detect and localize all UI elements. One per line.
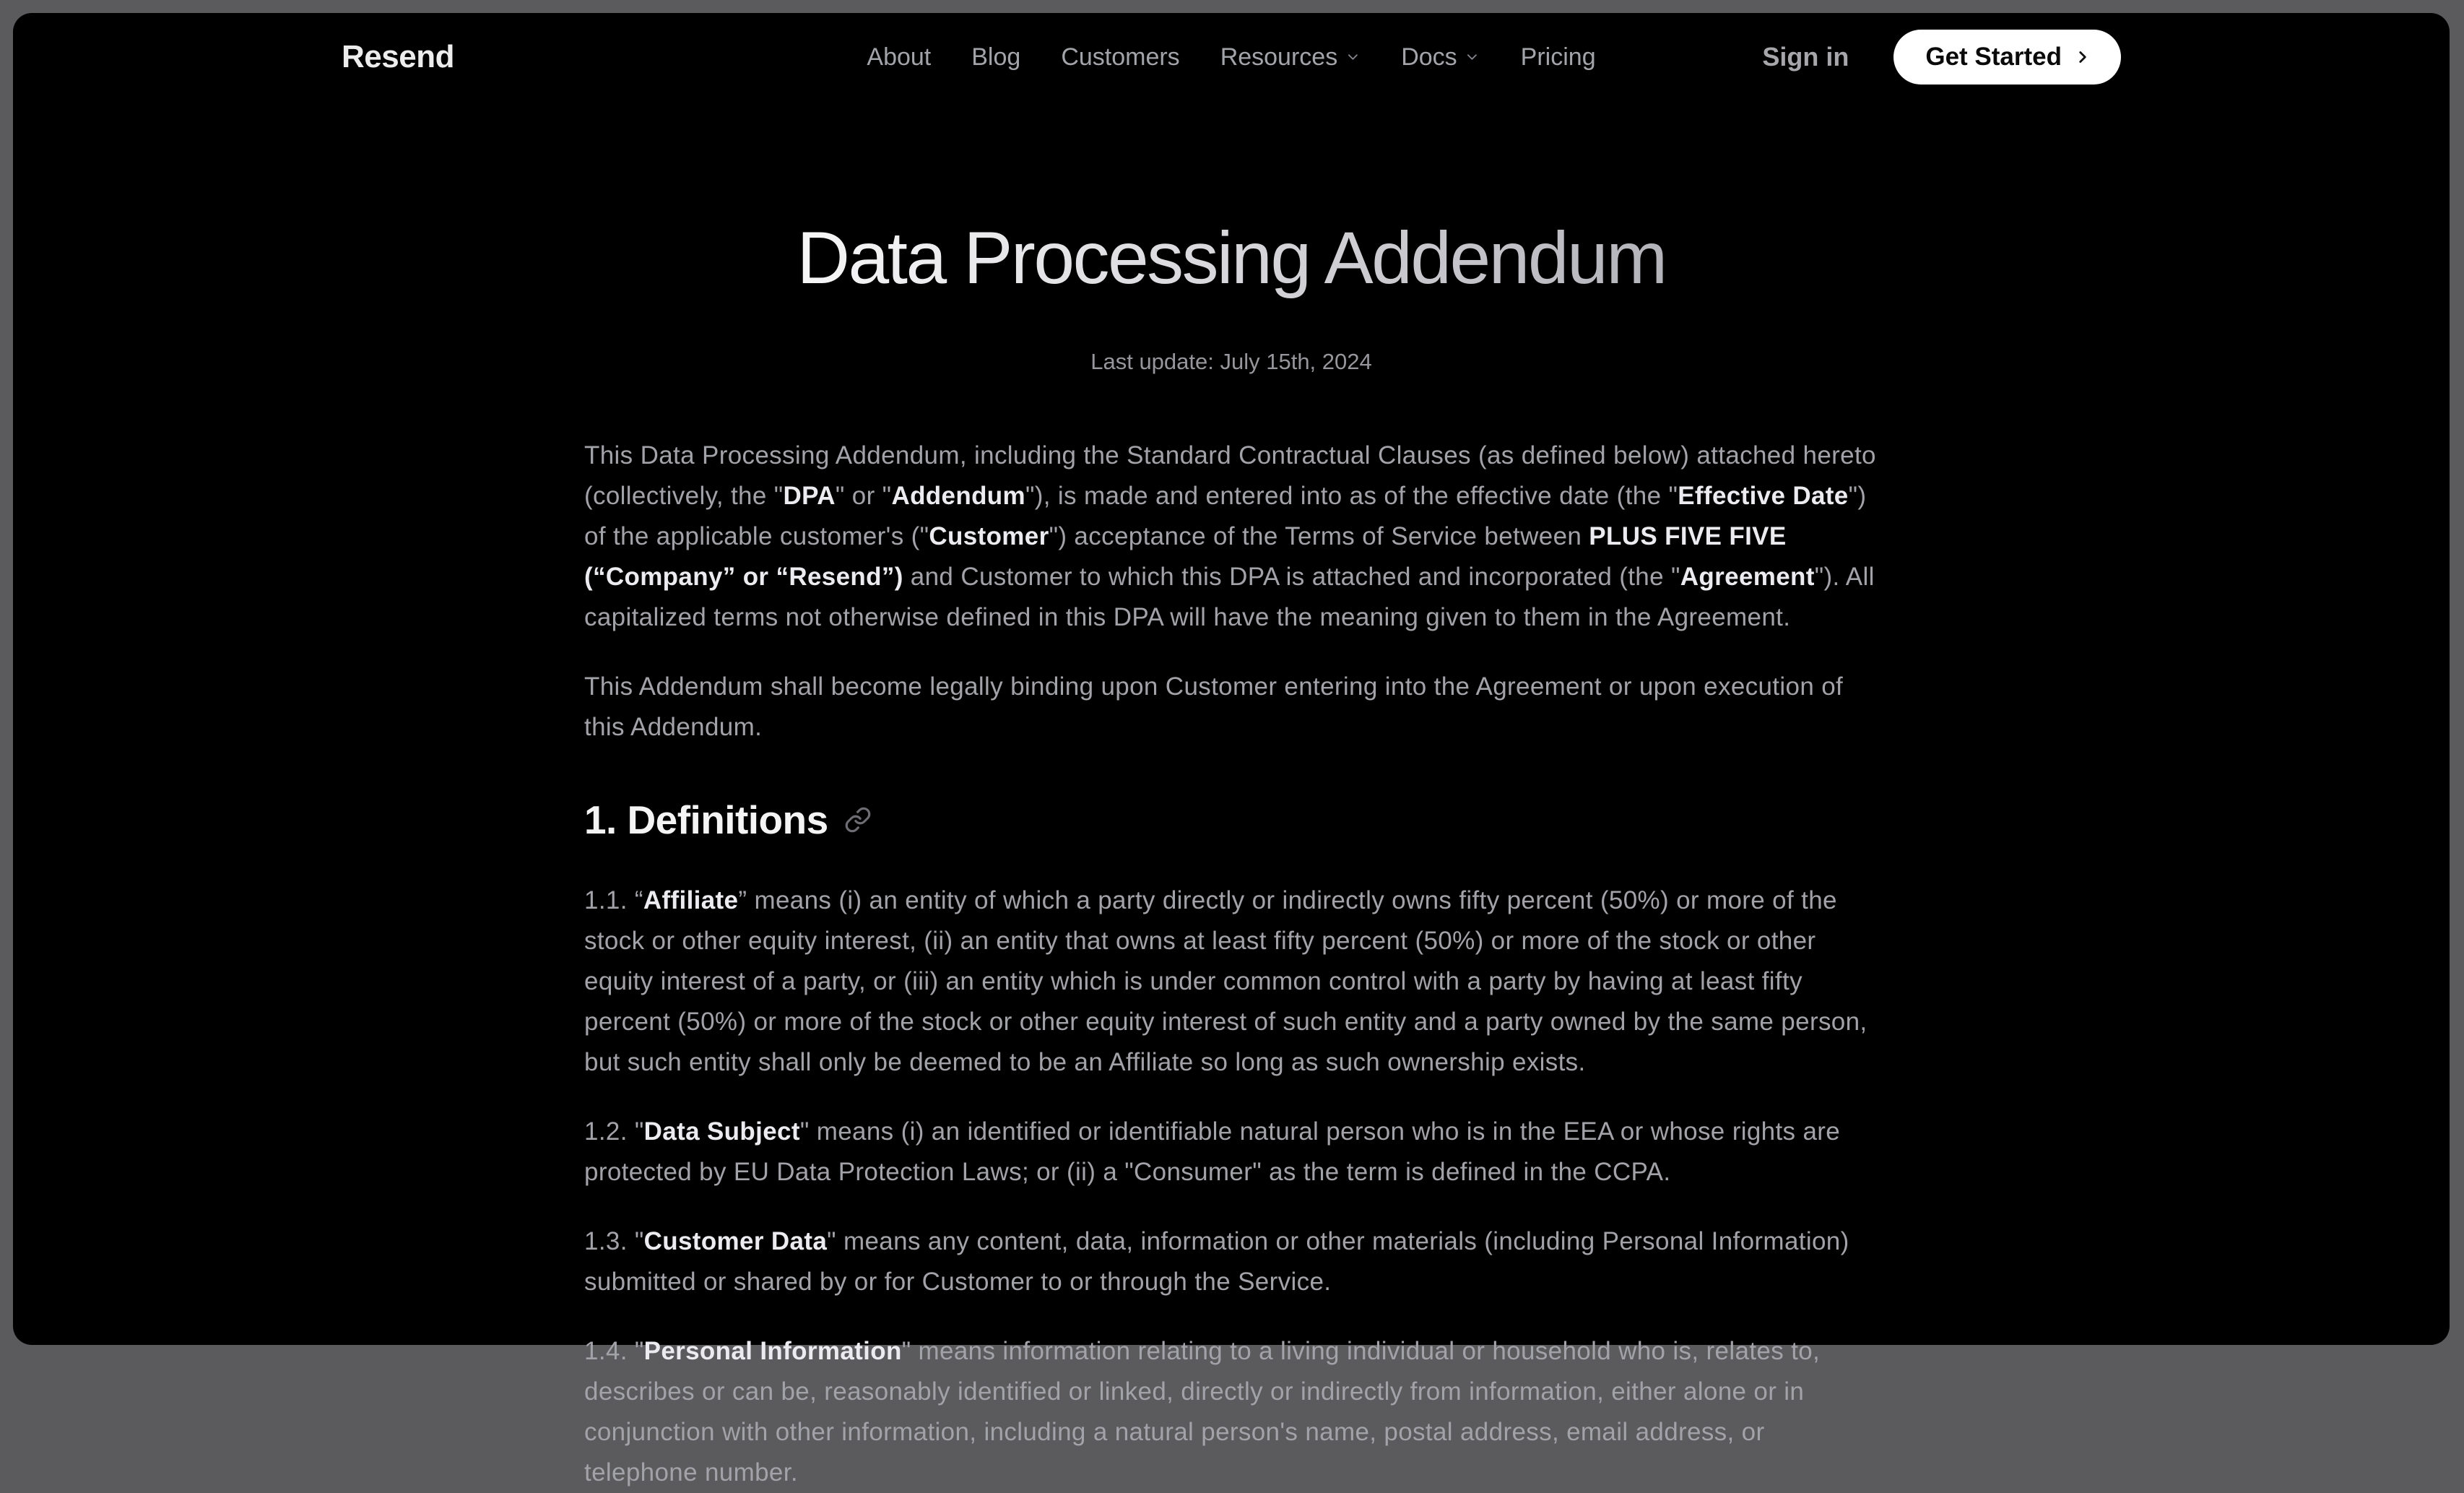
chevron-down-icon	[1345, 49, 1361, 65]
definition-item: 1.2. "Data Subject" means (i) an identified or identifiable natural person who is in the EEA or whose rights are protected by EU Data Protection Laws; or (ii) a "Consumer" as the term is defined in the CCPA.	[584, 1117, 1841, 1186]
browser-viewport	[13, 13, 2450, 1486]
definition-item: 1.3. "Customer Data" means any content, data, information or other materials (including Personal Information) submitted or shared by or for Customer to or through the Service.	[584, 1226, 1849, 1296]
page-title: Data Processing Addendum	[584, 217, 1878, 299]
last-update-label: Last update: July 15th, 2024	[1090, 348, 1372, 374]
nav-item-docs[interactable]: Docs	[1401, 43, 1480, 72]
chevron-right-icon	[2073, 48, 2092, 66]
nav-item-pricing[interactable]: Pricing	[1520, 43, 1596, 71]
section-heading-definitions: 1. Definitions	[584, 797, 1878, 843]
document-content	[584, 436, 1878, 1493]
get-started-button[interactable]: Get Started	[1893, 30, 2121, 85]
sign-in-link[interactable]: Sign in	[1762, 42, 1849, 72]
nav-item-blog[interactable]: Blog	[971, 43, 1021, 71]
resend-logo[interactable]: Resend	[342, 39, 454, 74]
nav-links	[867, 13, 1595, 101]
intro-paragraph: This Addendum shall become legally binding upon Customer entering into the Agreement or upon execution of this Addendum.	[584, 672, 1844, 741]
definition-item: 1.1. “Affiliate” means (i) an entity of which a party directly or indirectly owns fifty percent (50%) or more of the stock or other equity interest, (ii) an entity that owns at least fifty percent (50%) or more of the stock or other equity interest of a party, or (iii) an entity which is under common control with a party by having at least fifty percent (50%) or more of the stock or other equity interest of such entity and a party owned by the same person, but such entity shall only be deemed to be an Affiliate so long as such ownership exists.	[584, 886, 1867, 1076]
nav-item-about[interactable]: About	[867, 43, 932, 71]
chevron-down-icon	[1465, 49, 1480, 65]
nav-item-resources[interactable]: Resources	[1220, 43, 1361, 72]
definition-item: 1.4. "Personal Information" means information relating to a living individual or household who is, relates to, describes or can be, reasonably identified or linked, directly or indirectly from information, either alone or in conjunction with other information, including a natural person's name, postal address, email address, or telephone number.	[584, 1336, 1821, 1486]
nav-item-customers[interactable]: Customers	[1061, 43, 1180, 71]
top-navigation	[13, 13, 2450, 101]
intro-paragraph: This Data Processing Addendum, including the Standard Contractual Clauses (as defined below) attached hereto (collectively, the "DPA" or "Addendum"), is made and entered into as of the effective date (the "Effective Date") of the applicable customer's ("Customer") acceptance of the Terms of Service between PLUS FIVE FIVE (“Company” or “Resend”) and Customer to which this DPA is attached and incorporated (the "Agreement"). All capitalized terms not otherwise defined in this DPA will have the meaning given to them in the Agreement.	[584, 441, 1876, 631]
nav-actions	[1762, 30, 2121, 85]
anchor-link-icon[interactable]	[844, 806, 872, 834]
document-body	[584, 217, 1878, 1493]
